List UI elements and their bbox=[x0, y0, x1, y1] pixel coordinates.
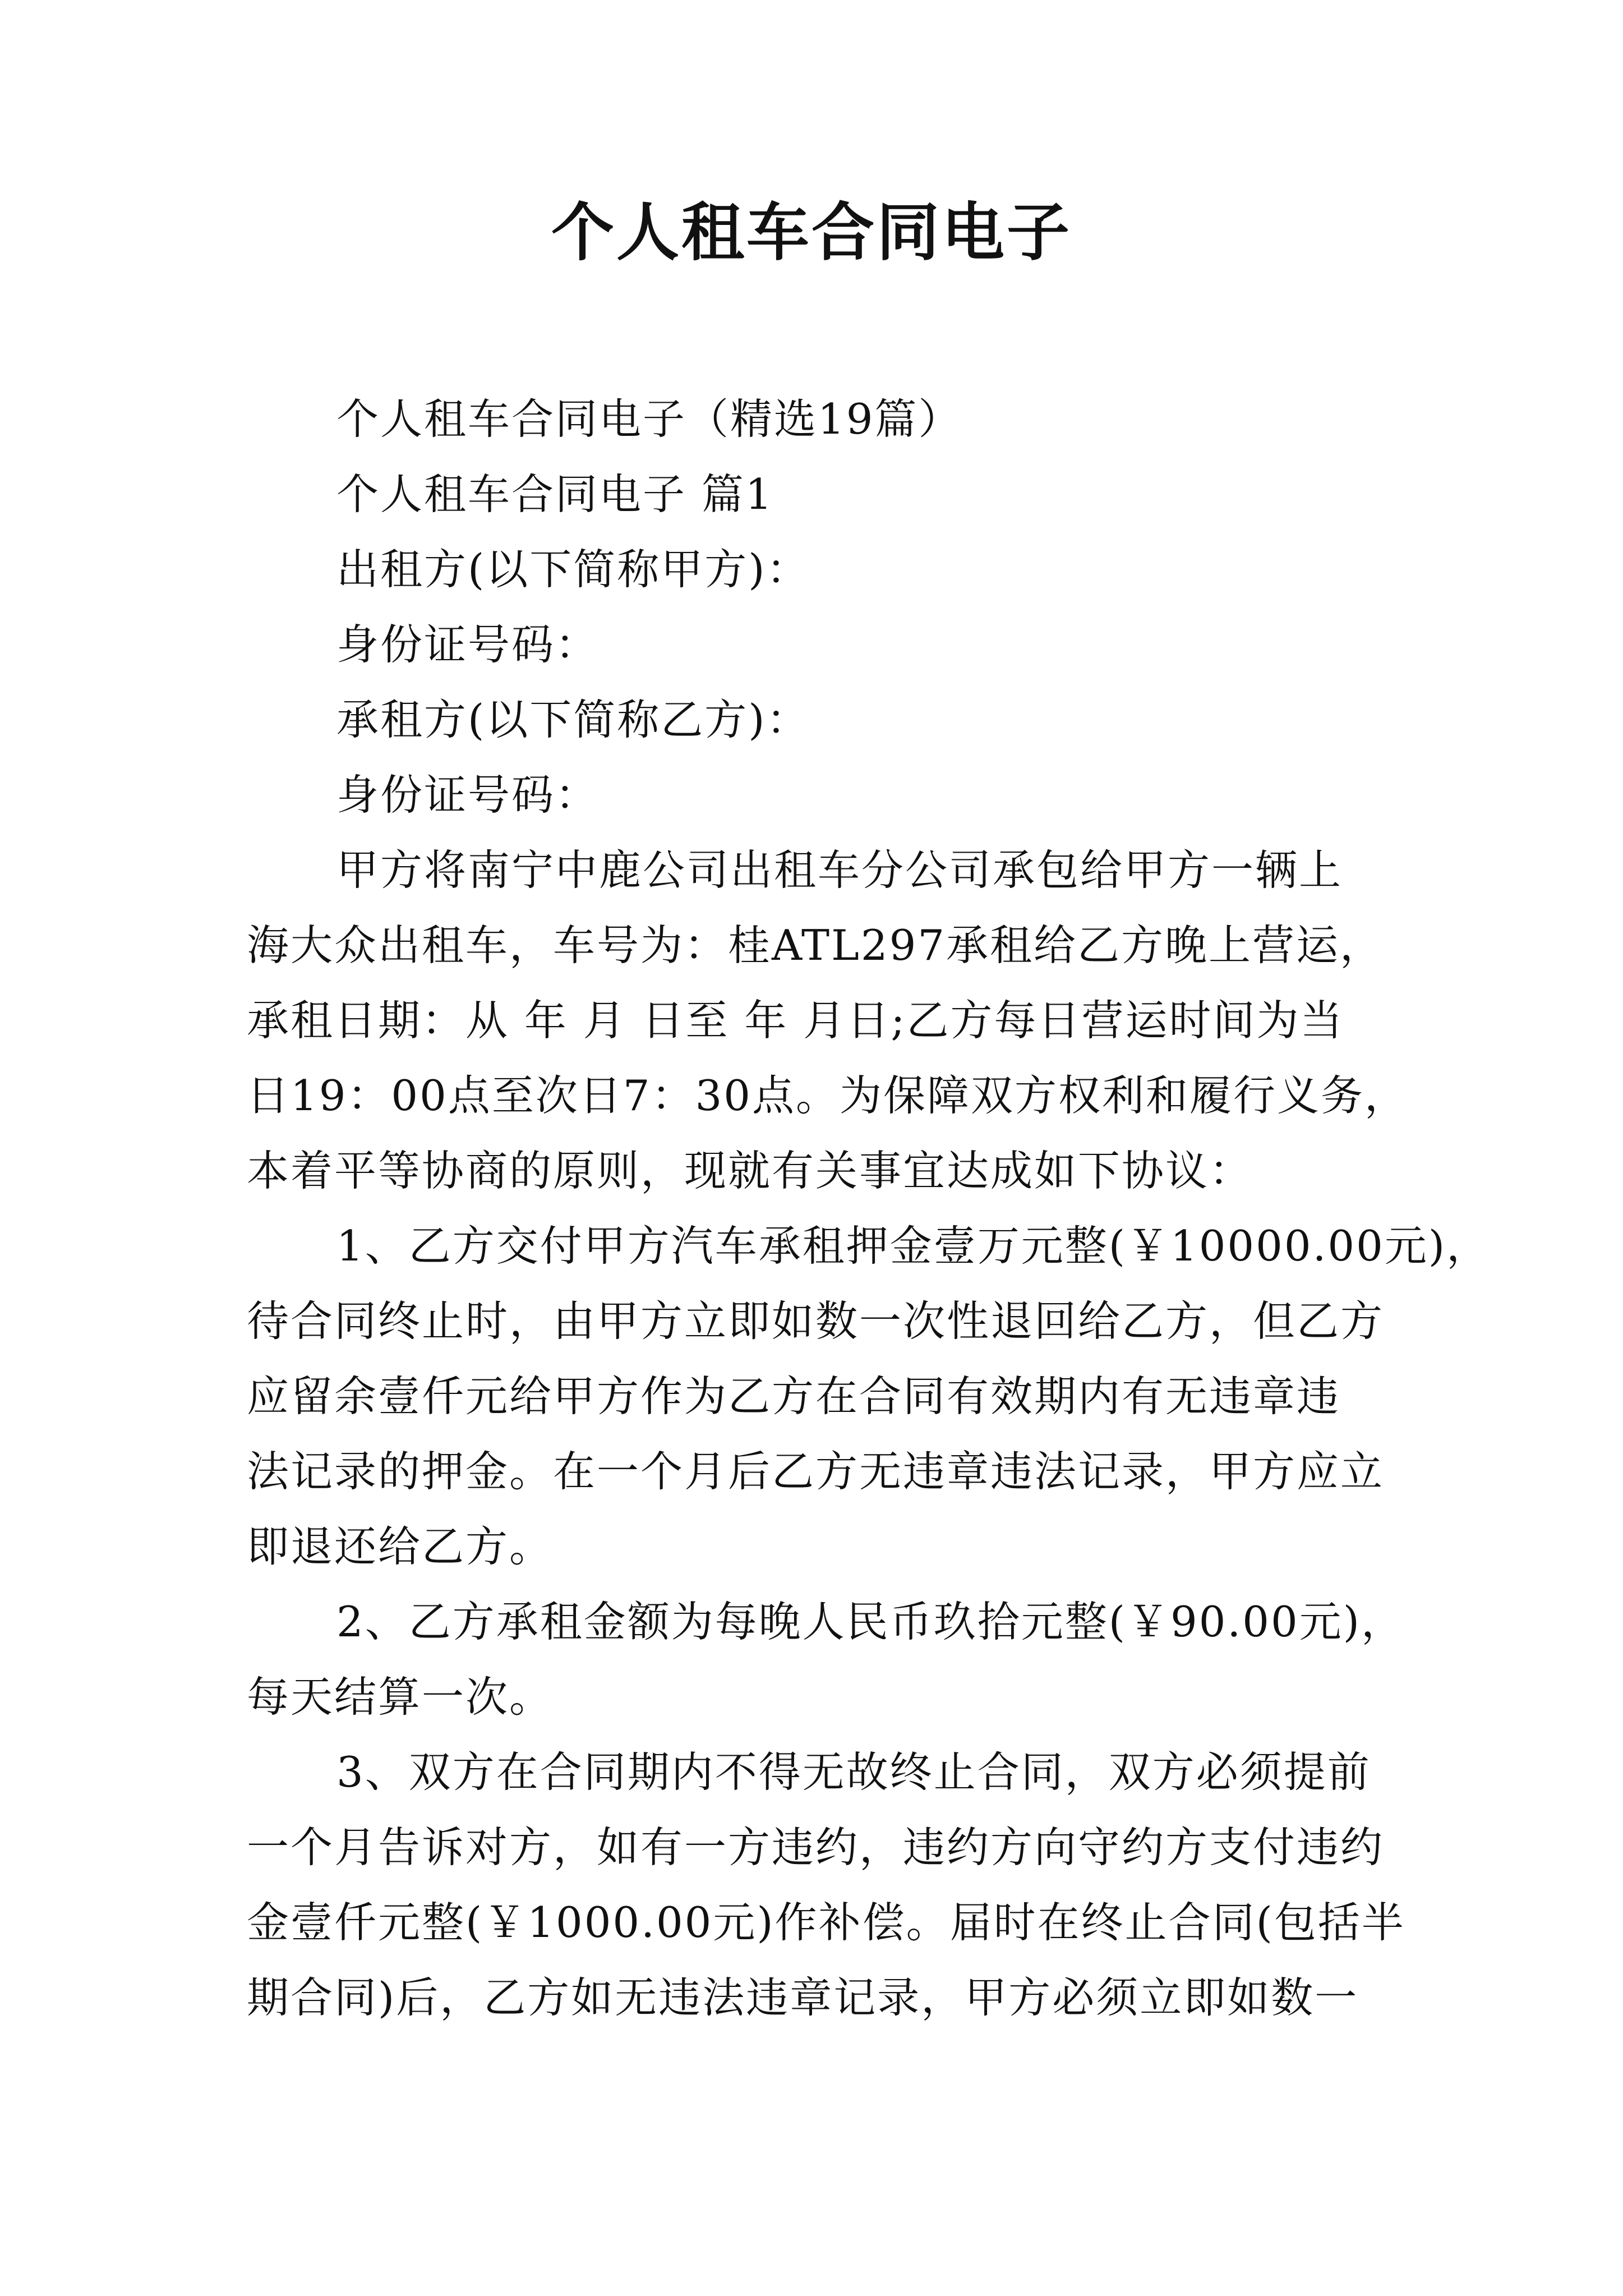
body-line: 一个月告诉对方，如有一方违约，违约方向守约方支付违约 bbox=[247, 1823, 1385, 1872]
body-line: 个人租车合同电子（精选19篇） bbox=[336, 394, 962, 444]
body-line: 出租方(以下简称甲方)： bbox=[336, 545, 810, 594]
body-line: 1、乙方交付甲方汽车承租押金壹万元整(￥10000.00元)， bbox=[336, 1221, 1491, 1271]
body-line: 期合同)后，乙方如无违法违章记录，甲方必须立即如数一 bbox=[247, 1973, 1359, 2022]
body-line: 2、乙方承租金额为每晚人民币玖拾元整(￥90.00元)， bbox=[336, 1597, 1405, 1646]
body-line: 海大众出租车，车号为：桂ATL297承租给乙方晚上营运， bbox=[247, 921, 1384, 970]
document-body bbox=[247, 381, 1491, 2035]
body-line: 3、双方在合同期内不得无故终止合同，双方必须提前 bbox=[336, 1747, 1371, 1797]
body-line: 即退还给乙方。 bbox=[247, 1522, 554, 1571]
body-line: 承租日期：从 年 月 日至 年 月日;乙方每日营运时间为当 bbox=[247, 996, 1344, 1045]
body-line: 应留余壹仟元给甲方作为乙方在合同有效期内有无违章违 bbox=[247, 1372, 1341, 1421]
body-line: 金壹仟元整(￥1000.00元)作补偿。届时在终止合同(包括半 bbox=[247, 1898, 1405, 1947]
body-line: 承租方(以下简称乙方)： bbox=[336, 695, 810, 744]
body-line: 本着平等协商的原则，现就有关事宜达成如下协议： bbox=[247, 1146, 1253, 1195]
body-line: 个人租车合同电子 篇1 bbox=[336, 470, 774, 519]
body-line: 身份证号码： bbox=[336, 770, 600, 820]
document-title: 个人租车合同电子 bbox=[551, 196, 1072, 269]
body-line: 甲方将南宁中鹿公司出租车分公司承包给甲方一辆上 bbox=[336, 845, 1343, 895]
body-line: 法记录的押金。在一个月后乙方无违章违法记录，甲方应立 bbox=[247, 1447, 1385, 1496]
body-line: 日19：00点至次日7：30点。为保障双方权利和履行义务， bbox=[247, 1071, 1409, 1120]
body-line: 待合同终止时，由甲方立即如数一次性退回给乙方，但乙方 bbox=[247, 1296, 1385, 1346]
body-line: 身份证号码： bbox=[336, 620, 600, 669]
body-line: 每天结算一次。 bbox=[247, 1672, 554, 1722]
